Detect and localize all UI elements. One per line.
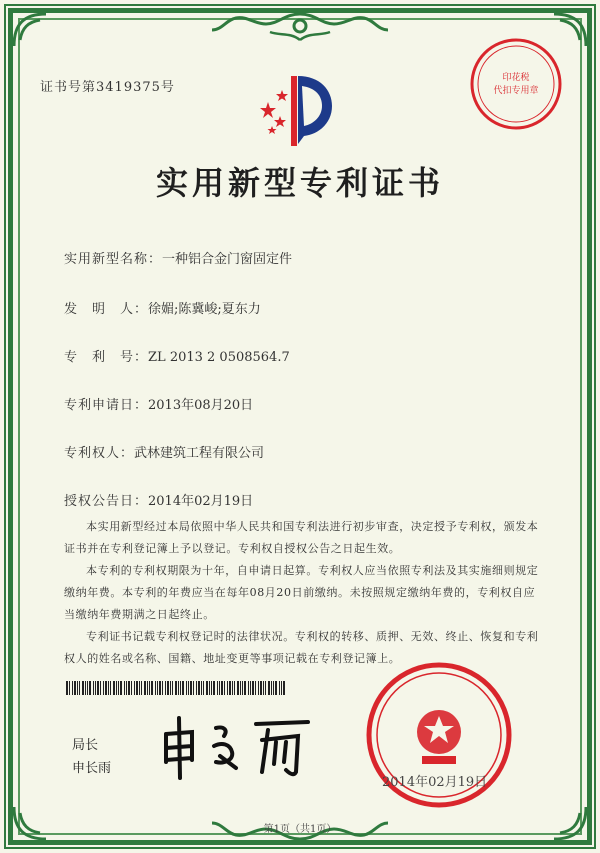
legal-paragraph: 专利证书记载专利权登记时的法律状况。专利权的转移、质押、无效、终止、恢复和专利权人的姓名或名称、国籍、地址变更等事项记载在专利登记簿上。 bbox=[64, 630, 539, 665]
barcode-bar bbox=[74, 681, 76, 695]
barcode-bar bbox=[224, 681, 225, 695]
signatory-title: 局长 bbox=[72, 738, 99, 753]
barcode-bar bbox=[149, 681, 150, 695]
grant-date-row bbox=[64, 490, 253, 509]
barcode-bar bbox=[206, 681, 208, 695]
filing-date: 2013年08月20日 bbox=[148, 398, 254, 413]
barcode-bar bbox=[120, 681, 122, 695]
barcode-bar bbox=[110, 681, 111, 695]
barcode-bar bbox=[157, 681, 158, 695]
barcode-bar bbox=[268, 681, 270, 695]
barcode-bar bbox=[79, 681, 80, 695]
barcode-bar bbox=[139, 681, 140, 695]
barcode-bar bbox=[188, 681, 189, 695]
legal-paragraph: 本专利的专利权期限为十年，自申请日起算。专利权人应当依照专利法及其实施细则规定缴纳年费。本专利的年费应当在每年08月20日前缴纳。未按照规定缴纳年费的，专利权自应当缴纳年费期满之日起终止。 bbox=[64, 564, 539, 621]
legal-paragraph: 本实用新型经过本局依照中华人民共和国专利法进行初步审查，决定授予专利权，颁发本证书并在专利登记簿上予以登记。专利权自授权公告之日起生效。 bbox=[64, 520, 539, 555]
barcode-bar bbox=[89, 681, 91, 695]
barcode-bar bbox=[95, 681, 96, 695]
barcode-bar bbox=[234, 681, 235, 695]
barcode-bar bbox=[128, 681, 130, 695]
barcode-bar bbox=[103, 681, 104, 695]
seal-date: 2014年02月19日 bbox=[382, 775, 488, 790]
barcode-bar bbox=[203, 681, 204, 695]
barcode-bar bbox=[190, 681, 192, 695]
barcode-bar bbox=[244, 681, 246, 695]
barcode-bar bbox=[72, 681, 73, 695]
barcode-bar bbox=[124, 681, 125, 695]
handwritten-signature bbox=[158, 712, 328, 782]
barcode-bar bbox=[136, 681, 138, 695]
barcode-bar bbox=[242, 681, 243, 695]
corner-ornament-icon bbox=[10, 10, 50, 50]
barcode-bar bbox=[85, 681, 86, 695]
top-ornament-icon bbox=[200, 10, 400, 44]
barcode-bar bbox=[165, 681, 166, 695]
barcode-bar bbox=[252, 681, 254, 695]
barcode-bar bbox=[237, 681, 239, 695]
barcode bbox=[66, 681, 286, 695]
field-label: 授权公告日： bbox=[64, 494, 149, 509]
barcode-bar bbox=[255, 681, 256, 695]
barcode-bar bbox=[232, 681, 233, 695]
barcode-bar bbox=[93, 681, 94, 695]
patent-number: ZL 2013 2 0508564.7 bbox=[148, 350, 290, 365]
barcode-bar bbox=[162, 681, 163, 695]
patent-office-emblem-icon bbox=[258, 72, 338, 148]
barcode-bar bbox=[118, 681, 119, 695]
barcode-bar bbox=[227, 681, 228, 695]
barcode-bar bbox=[180, 681, 181, 695]
barcode-bar bbox=[141, 681, 142, 695]
barcode-bar bbox=[263, 681, 264, 695]
filing-date-row bbox=[64, 394, 253, 413]
barcode-bar bbox=[260, 681, 262, 695]
field-label: 发 明 人： bbox=[64, 302, 149, 317]
barcode-bar bbox=[248, 681, 249, 695]
barcode-bar bbox=[219, 681, 220, 695]
grant-date: 2014年02月19日 bbox=[148, 494, 254, 509]
svg-text:印花税: 印花税 bbox=[502, 73, 530, 83]
barcode-bar bbox=[178, 681, 179, 695]
field-label: 专利申请日： bbox=[64, 398, 149, 413]
barcode-bar bbox=[105, 681, 107, 695]
barcode-bar bbox=[265, 681, 266, 695]
barcode-bar bbox=[66, 681, 68, 695]
barcode-bar bbox=[172, 681, 173, 695]
barcode-bar bbox=[250, 681, 251, 695]
legal-text bbox=[64, 516, 542, 670]
utility-model-name-row bbox=[64, 248, 292, 267]
barcode-bar bbox=[283, 681, 285, 695]
barcode-bar bbox=[229, 681, 231, 695]
patentee-name: 武林建筑工程有限公司 bbox=[134, 446, 265, 461]
barcode-bar bbox=[281, 681, 282, 695]
barcode-bar bbox=[209, 681, 210, 695]
barcode-bar bbox=[196, 681, 197, 695]
barcode-bar bbox=[155, 681, 156, 695]
barcode-bar bbox=[87, 681, 88, 695]
barcode-bar bbox=[258, 681, 259, 695]
barcode-bar bbox=[175, 681, 177, 695]
barcode-bar bbox=[77, 681, 78, 695]
barcode-bar bbox=[151, 681, 153, 695]
barcode-bar bbox=[170, 681, 171, 695]
inventor-names: 徐媚;陈冀峻;夏东力 bbox=[148, 302, 261, 317]
page-title: 实用新型专利证书 bbox=[155, 164, 444, 202]
patentee-row bbox=[64, 442, 264, 461]
barcode-bar bbox=[186, 681, 187, 695]
agency-seal-icon bbox=[468, 36, 564, 132]
barcode-bar bbox=[271, 681, 272, 695]
field-label: 专利权人： bbox=[64, 446, 135, 461]
barcode-bar bbox=[134, 681, 135, 695]
certificate-number: 证书号第3419375号 bbox=[40, 80, 175, 95]
svg-text:代扣专用章: 代扣专用章 bbox=[493, 86, 539, 96]
signatory-name: 申长雨 bbox=[72, 761, 112, 776]
field-label: 实用新型名称： bbox=[64, 252, 163, 267]
barcode-bar bbox=[211, 681, 212, 695]
barcode-bar bbox=[131, 681, 132, 695]
barcode-bar bbox=[159, 681, 161, 695]
barcode-bar bbox=[167, 681, 169, 695]
barcode-bar bbox=[108, 681, 109, 695]
barcode-bar bbox=[144, 681, 146, 695]
inventor-row bbox=[64, 298, 261, 317]
barcode-bar bbox=[182, 681, 184, 695]
barcode-bar bbox=[147, 681, 148, 695]
field-label: 专 利 号： bbox=[64, 350, 149, 365]
barcode-bar bbox=[97, 681, 99, 695]
barcode-bar bbox=[273, 681, 274, 695]
barcode-bar bbox=[213, 681, 215, 695]
patent-number-row bbox=[64, 346, 290, 365]
barcode-bar bbox=[221, 681, 223, 695]
barcode-bar bbox=[82, 681, 84, 695]
barcode-bar bbox=[279, 681, 280, 695]
page-footer: 第1页（共1页） bbox=[263, 824, 337, 835]
barcode-bar bbox=[126, 681, 127, 695]
barcode-bar bbox=[217, 681, 218, 695]
barcode-bar bbox=[201, 681, 202, 695]
barcode-bar bbox=[193, 681, 194, 695]
barcode-bar bbox=[116, 681, 117, 695]
barcode-bar bbox=[69, 681, 70, 695]
barcode-bar bbox=[240, 681, 241, 695]
barcode-bar bbox=[275, 681, 277, 695]
barcode-bar bbox=[100, 681, 101, 695]
barcode-bar bbox=[113, 681, 115, 695]
barcode-bar bbox=[198, 681, 200, 695]
utility-model-name: 一种铝合金门窗固定件 bbox=[162, 252, 293, 267]
